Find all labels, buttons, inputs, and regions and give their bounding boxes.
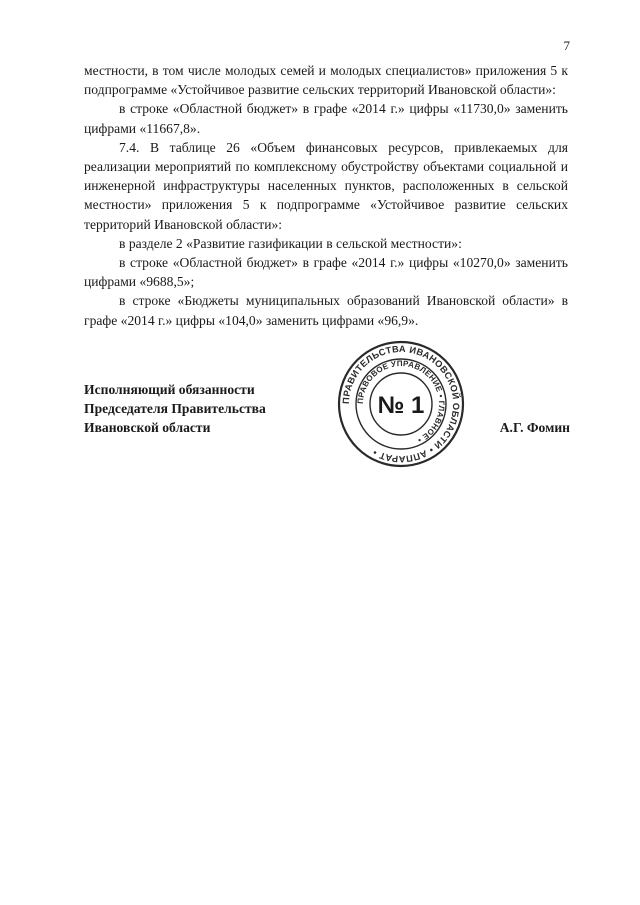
paragraph-2: в строке «Областной бюджет» в графе «2014 г.» цифры «11730,0» заменить цифрами «11667,8». xyxy=(84,101,568,136)
paragraph-3: 7.4. В таблице 26 «Объем финансовых ресурсов, привлекаемых для реализации мероприятий по комплексному обустройству объектами социальной и инженерной инфраструктуры населенных пунктов, расположенных в сельской местности» приложения 5 к подпрограмме «Устойчивое развитие сельских территорий Ивановской области»: xyxy=(84,139,568,232)
stamp-outer-text: ПРАВИТЕЛЬСТВА ИВАНОВСКОЙ ОБЛАСТИ • АППАРАТ • xyxy=(340,343,462,465)
official-stamp xyxy=(337,340,465,468)
paragraph-5: в строке «Областной бюджет» в графе «2014 г.» цифры «10270,0» заменить цифрами «9688,5»; xyxy=(84,255,568,290)
paragraph-1: местности, в том числе молодых семей и молодых специалистов» приложения 5 к подпрограмме «Устойчивое развитие сельских территорий Ивановской области»: xyxy=(84,63,568,98)
document-body xyxy=(84,61,568,330)
stamp-number: № 1 xyxy=(377,392,425,419)
stamp-inner-text: ПРАВОВОЕ УПРАВЛЕНИЕ • ГЛАВНОЕ • xyxy=(355,358,447,445)
signature-title-line-2: Председателя Правительства xyxy=(84,401,266,417)
signature-title-line-3: Ивановской области xyxy=(84,420,211,436)
signature-title-line-1: Исполняющий обязанности xyxy=(84,382,255,397)
page-number: 7 xyxy=(563,38,570,53)
signature-title xyxy=(84,380,266,438)
paragraph-6: в строке «Бюджеты муниципальных образований Ивановской области» в графе «2014 г.» цифры «104,0» заменить цифрами «96,9». xyxy=(84,293,568,328)
signatory-name: А.Г. Фомин xyxy=(499,420,570,435)
paragraph-4: в разделе 2 «Развитие газификации в сельской местности»: xyxy=(119,235,462,251)
